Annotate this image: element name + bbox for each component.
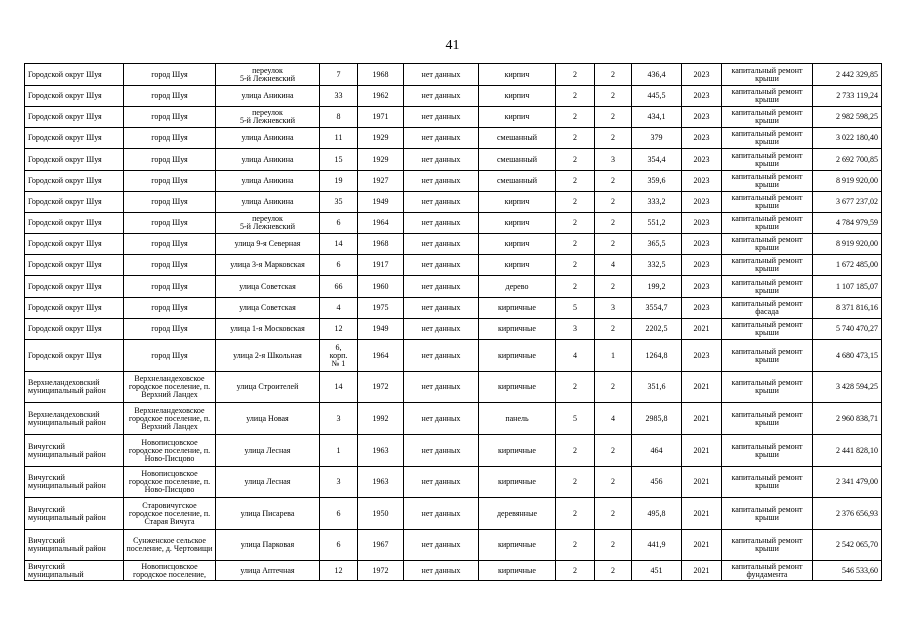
cell-municipality: Верхнеландеховский муниципальный район xyxy=(25,372,124,403)
table-row xyxy=(25,86,882,107)
cell-area: 199,2 xyxy=(632,276,682,298)
cell-plan-year: 2021 xyxy=(682,561,722,581)
table-row xyxy=(25,192,882,213)
cell-municipality: Городской округ Шуя xyxy=(25,128,124,149)
cell-entrances: 2 xyxy=(595,86,632,107)
cell-extra-info: нет данных xyxy=(404,149,479,171)
cell-work-type: капитальный ремонт крыши xyxy=(722,340,813,372)
cell-street: улица 2-я Школьная xyxy=(216,340,320,372)
cell-municipality: Городской округ Шуя xyxy=(25,276,124,298)
cell-area: 379 xyxy=(632,128,682,149)
cell-settlement: Новописцовское городское поселение, п. Ново-Писцово xyxy=(124,435,216,467)
cell-work-type: капитальный ремонт крыши xyxy=(722,467,813,498)
cell-wall-material: кирпичные xyxy=(479,372,556,403)
cell-build-year: 1950 xyxy=(358,498,404,530)
cell-municipality: Городской округ Шуя xyxy=(25,149,124,171)
table-row xyxy=(25,107,882,128)
cell-settlement: город Шуя xyxy=(124,255,216,276)
cell-plan-year: 2023 xyxy=(682,86,722,107)
cell-build-year: 1949 xyxy=(358,319,404,340)
cell-area: 2985,8 xyxy=(632,403,682,435)
cell-entrances: 2 xyxy=(595,319,632,340)
cell-area: 434,1 xyxy=(632,107,682,128)
cell-street: улица Аникина xyxy=(216,149,320,171)
cell-extra-info: нет данных xyxy=(404,298,479,319)
cell-entrances: 2 xyxy=(595,213,632,234)
cell-street: улица Парковая xyxy=(216,530,320,561)
cell-work-type: капитальный ремонт крыши xyxy=(722,171,813,192)
cell-street: улица 3-я Марковская xyxy=(216,255,320,276)
cell-house-number: 7 xyxy=(320,64,358,86)
cell-entrances: 2 xyxy=(595,467,632,498)
cell-municipality: Вичугский муниципальный район xyxy=(25,435,124,467)
cell-settlement: город Шуя xyxy=(124,192,216,213)
cell-street: улица Писарева xyxy=(216,498,320,530)
cell-area: 1264,8 xyxy=(632,340,682,372)
cell-extra-info: нет данных xyxy=(404,530,479,561)
cell-wall-material: кирпичные xyxy=(479,319,556,340)
cell-municipality: Городской округ Шуя xyxy=(25,234,124,255)
cell-street: улица Аникина xyxy=(216,86,320,107)
cell-build-year: 1963 xyxy=(358,435,404,467)
cell-floors: 2 xyxy=(556,64,595,86)
cell-street: улица Советская xyxy=(216,298,320,319)
cell-work-type: капитальный ремонт фундамента xyxy=(722,561,813,581)
cell-floors: 2 xyxy=(556,561,595,581)
cell-house-number: 12 xyxy=(320,319,358,340)
cell-extra-info: нет данных xyxy=(404,234,479,255)
cell-area: 359,6 xyxy=(632,171,682,192)
cell-plan-year: 2023 xyxy=(682,340,722,372)
cell-house-number: 3 xyxy=(320,403,358,435)
cell-extra-info: нет данных xyxy=(404,255,479,276)
cell-work-type: капитальный ремонт крыши xyxy=(722,107,813,128)
cell-build-year: 1992 xyxy=(358,403,404,435)
cell-floors: 2 xyxy=(556,213,595,234)
cell-house-number: 66 xyxy=(320,276,358,298)
table-row xyxy=(25,403,882,435)
cell-floors: 2 xyxy=(556,86,595,107)
cell-plan-year: 2023 xyxy=(682,255,722,276)
cell-cost: 1 672 485,00 xyxy=(813,255,882,276)
table-row xyxy=(25,64,882,86)
cell-wall-material: смешанный xyxy=(479,171,556,192)
cell-entrances: 2 xyxy=(595,276,632,298)
table-row xyxy=(25,213,882,234)
cell-house-number: 4 xyxy=(320,298,358,319)
cell-plan-year: 2023 xyxy=(682,171,722,192)
cell-extra-info: нет данных xyxy=(404,403,479,435)
cell-municipality: Городской округ Шуя xyxy=(25,86,124,107)
housing-repair-table xyxy=(24,63,882,581)
cell-build-year: 1963 xyxy=(358,467,404,498)
cell-floors: 2 xyxy=(556,107,595,128)
cell-municipality: Городской округ Шуя xyxy=(25,107,124,128)
cell-entrances: 2 xyxy=(595,192,632,213)
cell-extra-info: нет данных xyxy=(404,86,479,107)
cell-municipality: Городской округ Шуя xyxy=(25,64,124,86)
cell-plan-year: 2021 xyxy=(682,403,722,435)
cell-work-type: капитальный ремонт крыши xyxy=(722,128,813,149)
cell-area: 464 xyxy=(632,435,682,467)
table-row xyxy=(25,435,882,467)
cell-entrances: 3 xyxy=(595,298,632,319)
cell-entrances: 3 xyxy=(595,149,632,171)
cell-cost: 2 441 828,10 xyxy=(813,435,882,467)
table-row xyxy=(25,298,882,319)
table-row xyxy=(25,276,882,298)
cell-entrances: 2 xyxy=(595,234,632,255)
cell-plan-year: 2021 xyxy=(682,498,722,530)
cell-house-number: 33 xyxy=(320,86,358,107)
cell-floors: 2 xyxy=(556,149,595,171)
cell-wall-material: кирпич xyxy=(479,192,556,213)
cell-house-number: 1 xyxy=(320,435,358,467)
cell-extra-info: нет данных xyxy=(404,171,479,192)
cell-entrances: 2 xyxy=(595,107,632,128)
cell-house-number: 14 xyxy=(320,372,358,403)
cell-cost: 1 107 185,07 xyxy=(813,276,882,298)
cell-street: улица Лесная xyxy=(216,435,320,467)
cell-street: улица Аптечная xyxy=(216,561,320,581)
cell-municipality: Городской округ Шуя xyxy=(25,171,124,192)
cell-floors: 2 xyxy=(556,467,595,498)
cell-settlement: город Шуя xyxy=(124,64,216,86)
cell-wall-material: смешанный xyxy=(479,149,556,171)
cell-street: улица Новая xyxy=(216,403,320,435)
cell-work-type: капитальный ремонт фасада xyxy=(722,298,813,319)
cell-work-type: капитальный ремонт крыши xyxy=(722,64,813,86)
cell-work-type: капитальный ремонт крыши xyxy=(722,149,813,171)
cell-municipality: Вичугский муниципальный район xyxy=(25,467,124,498)
table-row xyxy=(25,234,882,255)
cell-extra-info: нет данных xyxy=(404,372,479,403)
cell-extra-info: нет данных xyxy=(404,276,479,298)
cell-wall-material: дерево xyxy=(479,276,556,298)
table-row xyxy=(25,467,882,498)
cell-house-number: 3 xyxy=(320,467,358,498)
cell-floors: 2 xyxy=(556,255,595,276)
cell-cost: 8 919 920,00 xyxy=(813,171,882,192)
cell-extra-info: нет данных xyxy=(404,128,479,149)
cell-settlement: Новописцовское городское поселение, xyxy=(124,561,216,581)
cell-cost: 2 341 479,00 xyxy=(813,467,882,498)
cell-work-type: капитальный ремонт крыши xyxy=(722,276,813,298)
cell-build-year: 1975 xyxy=(358,298,404,319)
cell-build-year: 1967 xyxy=(358,530,404,561)
cell-work-type: капитальный ремонт крыши xyxy=(722,86,813,107)
cell-entrances: 2 xyxy=(595,128,632,149)
cell-extra-info: нет данных xyxy=(404,213,479,234)
cell-wall-material: кирпич xyxy=(479,86,556,107)
cell-build-year: 1971 xyxy=(358,107,404,128)
cell-wall-material: кирпич xyxy=(479,234,556,255)
cell-area: 3554,7 xyxy=(632,298,682,319)
cell-plan-year: 2021 xyxy=(682,435,722,467)
cell-entrances: 2 xyxy=(595,498,632,530)
cell-settlement: город Шуя xyxy=(124,298,216,319)
cell-cost: 2 376 656,93 xyxy=(813,498,882,530)
cell-plan-year: 2021 xyxy=(682,530,722,561)
cell-street: переулок 5-й Лежневский xyxy=(216,64,320,86)
cell-house-number: 6, корп. № 1 xyxy=(320,340,358,372)
cell-street: переулок 5-й Лежневский xyxy=(216,213,320,234)
cell-settlement: город Шуя xyxy=(124,107,216,128)
cell-settlement: город Шуя xyxy=(124,86,216,107)
cell-build-year: 1929 xyxy=(358,128,404,149)
cell-work-type: капитальный ремонт крыши xyxy=(722,213,813,234)
cell-settlement: Сунженское сельское поселение, д. Чертовищи xyxy=(124,530,216,561)
cell-work-type: капитальный ремонт крыши xyxy=(722,255,813,276)
cell-municipality: Городской округ Шуя xyxy=(25,340,124,372)
cell-house-number: 19 xyxy=(320,171,358,192)
cell-wall-material: кирпич xyxy=(479,213,556,234)
cell-extra-info: нет данных xyxy=(404,319,479,340)
cell-street: улица Аникина xyxy=(216,128,320,149)
cell-wall-material: кирпич xyxy=(479,107,556,128)
cell-cost: 2 442 329,85 xyxy=(813,64,882,86)
cell-wall-material: кирпичные xyxy=(479,435,556,467)
cell-wall-material: смешанный xyxy=(479,128,556,149)
cell-floors: 2 xyxy=(556,192,595,213)
cell-street: улица Аникина xyxy=(216,171,320,192)
cell-floors: 2 xyxy=(556,171,595,192)
cell-wall-material: деревянные xyxy=(479,498,556,530)
cell-wall-material: кирпич xyxy=(479,255,556,276)
table-row xyxy=(25,372,882,403)
cell-plan-year: 2023 xyxy=(682,192,722,213)
cell-build-year: 1972 xyxy=(358,561,404,581)
cell-house-number: 15 xyxy=(320,149,358,171)
cell-cost: 2 692 700,85 xyxy=(813,149,882,171)
cell-house-number: 14 xyxy=(320,234,358,255)
cell-area: 436,4 xyxy=(632,64,682,86)
cell-work-type: капитальный ремонт крыши xyxy=(722,372,813,403)
cell-cost: 4 784 979,59 xyxy=(813,213,882,234)
cell-cost: 2 960 838,71 xyxy=(813,403,882,435)
cell-area: 333,2 xyxy=(632,192,682,213)
cell-work-type: капитальный ремонт крыши xyxy=(722,498,813,530)
cell-area: 441,9 xyxy=(632,530,682,561)
cell-cost: 5 740 470,27 xyxy=(813,319,882,340)
cell-settlement: Новописцовское городское поселение, п. Ново-Писцово xyxy=(124,467,216,498)
cell-area: 354,4 xyxy=(632,149,682,171)
cell-work-type: капитальный ремонт крыши xyxy=(722,403,813,435)
table-row xyxy=(25,561,882,581)
cell-area: 2202,5 xyxy=(632,319,682,340)
cell-settlement: город Шуя xyxy=(124,340,216,372)
cell-entrances: 2 xyxy=(595,530,632,561)
cell-house-number: 11 xyxy=(320,128,358,149)
cell-entrances: 4 xyxy=(595,255,632,276)
table-row xyxy=(25,255,882,276)
cell-house-number: 12 xyxy=(320,561,358,581)
cell-wall-material: кирпичные xyxy=(479,340,556,372)
cell-work-type: капитальный ремонт крыши xyxy=(722,435,813,467)
table-row xyxy=(25,128,882,149)
cell-entrances: 2 xyxy=(595,171,632,192)
cell-settlement: город Шуя xyxy=(124,149,216,171)
cell-build-year: 1968 xyxy=(358,234,404,255)
cell-municipality: Городской округ Шуя xyxy=(25,255,124,276)
cell-floors: 2 xyxy=(556,234,595,255)
cell-plan-year: 2021 xyxy=(682,467,722,498)
cell-floors: 2 xyxy=(556,498,595,530)
cell-area: 351,6 xyxy=(632,372,682,403)
cell-floors: 2 xyxy=(556,435,595,467)
cell-build-year: 1964 xyxy=(358,213,404,234)
cell-house-number: 6 xyxy=(320,530,358,561)
cell-plan-year: 2023 xyxy=(682,107,722,128)
cell-street: переулок 5-й Лежневский xyxy=(216,107,320,128)
cell-extra-info: нет данных xyxy=(404,192,479,213)
cell-street: улица Аникина xyxy=(216,192,320,213)
cell-street: улица Советская xyxy=(216,276,320,298)
cell-entrances: 2 xyxy=(595,561,632,581)
cell-build-year: 1949 xyxy=(358,192,404,213)
cell-extra-info: нет данных xyxy=(404,467,479,498)
cell-settlement: Старовичугское городское поселение, п. Старая Вичуга xyxy=(124,498,216,530)
cell-municipality: Городской округ Шуя xyxy=(25,319,124,340)
cell-municipality: Городской округ Шуя xyxy=(25,298,124,319)
cell-floors: 2 xyxy=(556,530,595,561)
cell-extra-info: нет данных xyxy=(404,107,479,128)
cell-floors: 4 xyxy=(556,340,595,372)
cell-area: 445,5 xyxy=(632,86,682,107)
table-row xyxy=(25,530,882,561)
cell-cost: 8 371 816,16 xyxy=(813,298,882,319)
cell-extra-info: нет данных xyxy=(404,435,479,467)
cell-settlement: город Шуя xyxy=(124,276,216,298)
cell-plan-year: 2023 xyxy=(682,64,722,86)
cell-settlement: Верхнеландеховское городское поселение, п. Верхний Ландех xyxy=(124,403,216,435)
cell-settlement: город Шуя xyxy=(124,171,216,192)
cell-settlement: город Шуя xyxy=(124,128,216,149)
cell-street: улица 1-я Московская xyxy=(216,319,320,340)
cell-municipality: Вичугский муниципальный xyxy=(25,561,124,581)
cell-settlement: город Шуя xyxy=(124,234,216,255)
cell-wall-material: кирпичные xyxy=(479,298,556,319)
cell-extra-info: нет данных xyxy=(404,64,479,86)
cell-floors: 2 xyxy=(556,276,595,298)
cell-wall-material: панель xyxy=(479,403,556,435)
cell-area: 451 xyxy=(632,561,682,581)
cell-area: 551,2 xyxy=(632,213,682,234)
cell-municipality: Вичугский муниципальный район xyxy=(25,530,124,561)
cell-cost: 2 542 065,70 xyxy=(813,530,882,561)
cell-entrances: 2 xyxy=(595,435,632,467)
cell-area: 456 xyxy=(632,467,682,498)
cell-entrances: 1 xyxy=(595,340,632,372)
cell-plan-year: 2021 xyxy=(682,319,722,340)
cell-entrances: 2 xyxy=(595,372,632,403)
table-row xyxy=(25,149,882,171)
cell-build-year: 1927 xyxy=(358,171,404,192)
cell-plan-year: 2021 xyxy=(682,372,722,403)
cell-build-year: 1962 xyxy=(358,86,404,107)
cell-street: улица 9-я Северная xyxy=(216,234,320,255)
cell-municipality: Вичугский муниципальный район xyxy=(25,498,124,530)
cell-entrances: 4 xyxy=(595,403,632,435)
cell-house-number: 6 xyxy=(320,213,358,234)
cell-area: 365,5 xyxy=(632,234,682,255)
cell-house-number: 8 xyxy=(320,107,358,128)
cell-wall-material: кирпичные xyxy=(479,530,556,561)
cell-work-type: капитальный ремонт крыши xyxy=(722,319,813,340)
cell-cost: 3 022 180,40 xyxy=(813,128,882,149)
cell-street: улица Лесная xyxy=(216,467,320,498)
cell-cost: 2 733 119,24 xyxy=(813,86,882,107)
cell-wall-material: кирпич xyxy=(479,64,556,86)
cell-build-year: 1917 xyxy=(358,255,404,276)
cell-work-type: капитальный ремонт крыши xyxy=(722,234,813,255)
cell-plan-year: 2023 xyxy=(682,298,722,319)
cell-settlement: город Шуя xyxy=(124,319,216,340)
cell-floors: 3 xyxy=(556,319,595,340)
cell-cost: 3 677 237,02 xyxy=(813,192,882,213)
cell-floors: 5 xyxy=(556,403,595,435)
cell-cost: 3 428 594,25 xyxy=(813,372,882,403)
cell-extra-info: нет данных xyxy=(404,340,479,372)
cell-area: 332,5 xyxy=(632,255,682,276)
cell-plan-year: 2023 xyxy=(682,276,722,298)
cell-floors: 2 xyxy=(556,372,595,403)
cell-street: улица Строителей xyxy=(216,372,320,403)
cell-floors: 5 xyxy=(556,298,595,319)
cell-municipality: Верхнеландеховский муниципальный район xyxy=(25,403,124,435)
cell-floors: 2 xyxy=(556,128,595,149)
cell-build-year: 1960 xyxy=(358,276,404,298)
cell-wall-material: кирпичные xyxy=(479,561,556,581)
cell-house-number: 6 xyxy=(320,255,358,276)
cell-settlement: Верхнеландеховское городское поселение, п. Верхний Ландех xyxy=(124,372,216,403)
cell-cost: 4 680 473,15 xyxy=(813,340,882,372)
cell-municipality: Городской округ Шуя xyxy=(25,192,124,213)
cell-build-year: 1968 xyxy=(358,64,404,86)
table-row xyxy=(25,498,882,530)
cell-work-type: капитальный ремонт крыши xyxy=(722,192,813,213)
cell-extra-info: нет данных xyxy=(404,561,479,581)
page-number: 41 xyxy=(445,38,460,53)
cell-municipality: Городской округ Шуя xyxy=(25,213,124,234)
table-body xyxy=(25,64,882,581)
table-row xyxy=(25,319,882,340)
cell-house-number: 35 xyxy=(320,192,358,213)
cell-plan-year: 2023 xyxy=(682,128,722,149)
table-row xyxy=(25,340,882,372)
cell-wall-material: кирпичные xyxy=(479,467,556,498)
table-row xyxy=(25,171,882,192)
cell-extra-info: нет данных xyxy=(404,498,479,530)
cell-entrances: 2 xyxy=(595,64,632,86)
cell-plan-year: 2023 xyxy=(682,149,722,171)
cell-build-year: 1929 xyxy=(358,149,404,171)
cell-work-type: капитальный ремонт крыши xyxy=(722,530,813,561)
cell-house-number: 6 xyxy=(320,498,358,530)
cell-build-year: 1964 xyxy=(358,340,404,372)
cell-build-year: 1972 xyxy=(358,372,404,403)
cell-cost: 8 919 920,00 xyxy=(813,234,882,255)
cell-cost: 2 982 598,25 xyxy=(813,107,882,128)
cell-plan-year: 2023 xyxy=(682,213,722,234)
cell-area: 495,8 xyxy=(632,498,682,530)
cell-settlement: город Шуя xyxy=(124,213,216,234)
cell-plan-year: 2023 xyxy=(682,234,722,255)
cell-cost: 546 533,60 xyxy=(813,561,882,581)
